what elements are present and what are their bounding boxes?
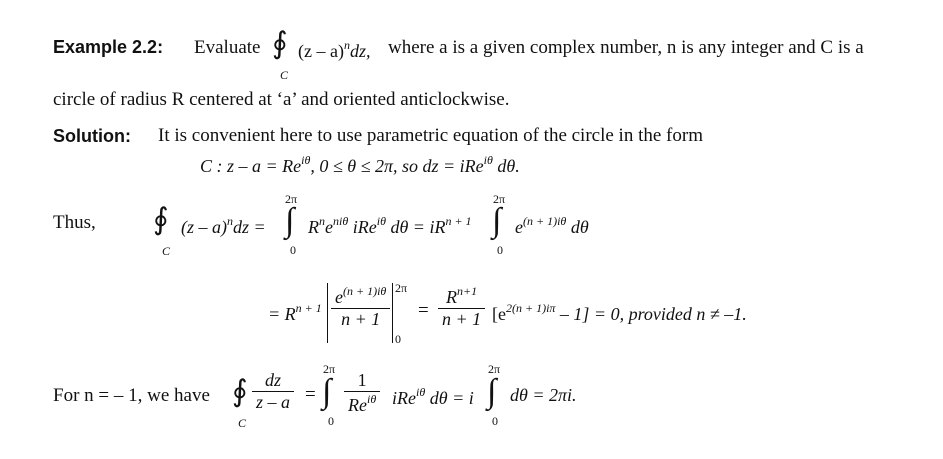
param-part-a: C : z – a = Re xyxy=(200,156,302,176)
example-integrand xyxy=(298,38,370,62)
line2-bracket xyxy=(492,301,747,325)
thus-int2-sign: ∫ xyxy=(492,202,502,239)
example-line2: circle of radius R centered at ‘a’ and oriented anticlockwise. xyxy=(53,89,510,110)
thus-lhs-end: dz = xyxy=(233,217,266,237)
line3-fraction xyxy=(252,370,294,413)
thus-contour-sign: ∮ xyxy=(153,203,169,236)
line3-eq: = xyxy=(305,384,316,405)
line3-int1-sign: ∫ xyxy=(322,373,332,410)
contour-integral-sign: ∮ xyxy=(272,27,288,60)
line2-bar-upper: 2π xyxy=(395,281,408,295)
integrand-text: (z – a) xyxy=(298,41,344,61)
thus-mid-e: e xyxy=(325,217,333,237)
thus-mid-b: iRe xyxy=(348,217,377,237)
param-sup-1: iθ xyxy=(301,153,311,167)
line2-sup1: n + 1 xyxy=(295,301,322,315)
line3-label: For n = – 1, we have xyxy=(53,385,210,406)
example-label: Example 2.2: xyxy=(53,37,164,57)
solution-text: It is convenient here to use parametric equation of the circle in the form xyxy=(158,125,703,146)
evaluate-text: Evaluate xyxy=(194,37,261,58)
line3-int2-upper: 2π xyxy=(488,362,501,376)
line2-fraction2 xyxy=(438,284,485,330)
thus-mid-sup3: iθ xyxy=(376,214,386,228)
thus-label: Thus, xyxy=(53,212,96,233)
line2-frac-den: n + 1 xyxy=(341,309,381,329)
line2-frac2-den: n + 1 xyxy=(442,309,482,329)
param-part-b: , 0 ≤ θ ≤ 2π, so dz = iRe xyxy=(310,156,484,176)
thus-int2-lower: 0 xyxy=(497,243,503,257)
line2-start xyxy=(268,301,322,325)
param-part-c: dθ. xyxy=(492,156,520,176)
thus-mid-r: R xyxy=(308,217,319,237)
thus-tail-sup: (n + 1)iθ xyxy=(523,214,567,228)
line3-int1-upper: 2π xyxy=(323,362,336,376)
line3-contour-lower: C xyxy=(238,416,247,430)
integrand-dz: dz, xyxy=(349,41,371,61)
evaluation-bar-right xyxy=(392,283,393,343)
example-where-text: where a is a given complex number, n is any integer and C is a xyxy=(388,37,864,58)
thus-lhs-sup: n xyxy=(227,214,233,228)
line2-frac-num: $e^{(n + 1)i\theta}$ xyxy=(331,284,390,309)
thus-mid-sup2: niθ xyxy=(333,214,349,228)
line3-frac-den: z – a xyxy=(256,392,291,412)
line2-bracket-open: [e xyxy=(492,304,506,324)
thus-int1-sign: ∫ xyxy=(285,202,295,239)
line3-int1-lower: 0 xyxy=(328,414,334,428)
thus-tail xyxy=(515,214,589,238)
thus-int2-upper: 2π xyxy=(493,192,506,206)
line3-mid-sup: iθ xyxy=(416,385,426,399)
line2-bar-lower: 0 xyxy=(395,332,401,346)
line2-frac2-num: $R^{n+1}$ xyxy=(438,284,485,309)
thus-contour-lower: C xyxy=(162,244,171,258)
line3-fraction2 xyxy=(344,370,380,416)
thus-lhs-text: (z – a) xyxy=(181,217,227,237)
line2-eq2: = xyxy=(418,300,429,321)
evaluation-bar-left xyxy=(327,283,328,343)
thus-mid-sup1: n xyxy=(319,214,325,228)
line2-fraction xyxy=(331,284,390,330)
line3-frac2-den: $Re^{i\theta}$ xyxy=(348,392,377,415)
thus-tail-d: dθ xyxy=(566,217,589,237)
param-sup-2: iθ xyxy=(483,153,493,167)
thus-int1-lower: 0 xyxy=(290,243,296,257)
line3-int2-lower: 0 xyxy=(492,414,498,428)
line3-int2-sign: ∫ xyxy=(487,373,497,410)
thus-middle xyxy=(308,214,472,238)
parametric-equation xyxy=(200,153,520,177)
thus-mid-c: dθ = iR xyxy=(385,217,446,237)
integrand-exponent: n xyxy=(343,38,350,52)
thus-lhs xyxy=(181,214,266,238)
line3-frac-num: dz xyxy=(252,370,294,392)
line3-mid-b: dθ = i xyxy=(425,388,474,408)
line2-bracket-end: – 1] = 0, provided n ≠ –1. xyxy=(555,304,747,324)
contour-lower-limit: C xyxy=(280,68,289,82)
thus-tail-e: e xyxy=(515,217,523,237)
thus-int1-upper: 2π xyxy=(285,192,298,206)
line3-frac2-num: 1 xyxy=(344,370,380,392)
line2-bracket-sup: 2(n + 1)iπ xyxy=(505,301,556,315)
line3-end: dθ = 2πi. xyxy=(510,385,577,405)
line2-eq: = R xyxy=(268,304,296,324)
line3-mid-text: iRe xyxy=(392,388,416,408)
thus-mid-sup4: n + 1 xyxy=(445,214,472,228)
solution-label: Solution: xyxy=(53,126,131,146)
line3-contour-sign: ∮ xyxy=(232,375,248,408)
line3-middle xyxy=(392,385,474,409)
